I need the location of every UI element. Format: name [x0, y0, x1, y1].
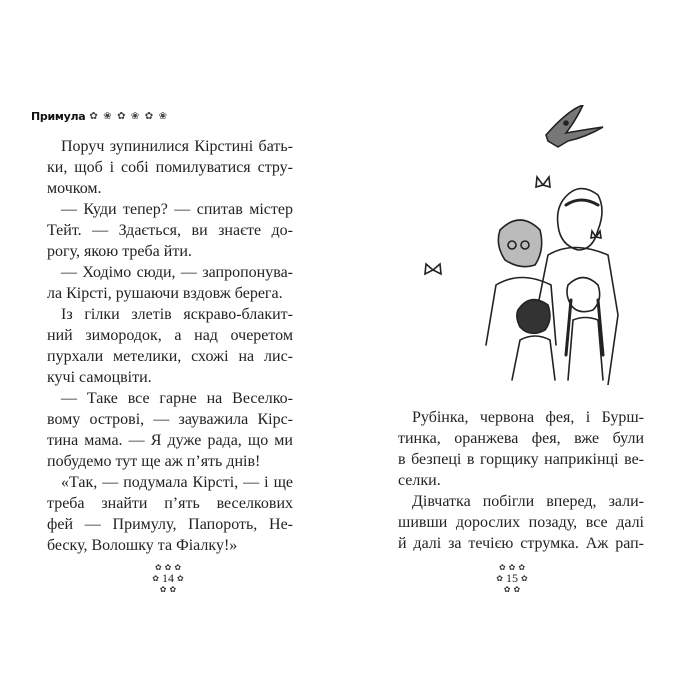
page-number: [490, 563, 534, 594]
text-line: й далі за течією струмка. Аж рап-: [398, 535, 644, 552]
flower-icon: ✿: [159, 585, 167, 594]
flower-icon: ✿: [177, 574, 184, 583]
text-line: Поруч зупинилися Кірстині бать-: [61, 138, 293, 155]
flower-icon: ✿: [174, 563, 182, 572]
text-line: шивши дорослих позаду, все далі: [398, 514, 644, 531]
text-line: Рубінка, червона фея, і Бурш-: [412, 409, 644, 426]
butterfly-icon: [425, 264, 441, 274]
flower-ornament-icon: ✿ ❀ ✿ ❀ ✿ ❀: [89, 111, 169, 122]
flower-row: [490, 572, 534, 585]
body-text: [47, 136, 293, 556]
butterfly-icon: [536, 177, 550, 187]
body-text: [398, 407, 644, 554]
text-line: селки.: [398, 472, 441, 489]
flower-icon: ✿: [518, 563, 526, 572]
page-number-text: 14: [162, 571, 174, 585]
flower-icon: ✿: [513, 585, 521, 594]
text-line: мочком.: [47, 180, 102, 197]
girl-figure: [566, 278, 603, 381]
flower-icon: ✿: [521, 574, 528, 583]
text-line: Дівчатка побігли вперед, зали-: [412, 493, 644, 510]
text-line: рогу, якою треба йти.: [47, 243, 192, 260]
text-line: — Ходімо сюди, — запропонува-: [61, 264, 293, 281]
text-line: фей — Примулу, Папороть, Не-: [47, 516, 293, 533]
text-line: ки, щоб і собі помилуватися стру-: [47, 159, 293, 176]
text-line: треба знайти п’ять веселкових: [47, 495, 293, 512]
text-line: Тейт. — Здається, ви знаєте до-: [47, 222, 293, 239]
text-line: ний зимородок, а над очеретом: [47, 327, 293, 344]
bird-icon: [546, 105, 603, 147]
flower-icon: ✿: [508, 563, 516, 572]
flower-icon: ✿: [152, 574, 159, 583]
flower-icon: ✿: [169, 585, 177, 594]
flower-icon: ✿: [164, 563, 172, 572]
text-line: — Куди тепер? — спитав містер: [61, 201, 293, 218]
girl-figure: [512, 300, 555, 380]
text-line: побудемо тут ще аж п’ять днів!: [47, 453, 261, 470]
page-number-text: 15: [506, 571, 518, 585]
text-line: беску, Волошку та Фіалку!»: [47, 537, 238, 554]
text-line: ла Кірсті, рушаючи вздовж берега.: [47, 285, 283, 302]
flower-icon: ✿: [154, 563, 162, 572]
text-line: тина мама. — Я дуже рада, що ми: [47, 432, 293, 449]
text-line: тинка, оранжева фея, вже були: [398, 430, 644, 447]
text-line: кучі самоцвіти.: [47, 369, 152, 386]
flower-row: [146, 572, 190, 585]
text-line: — Таке все гарне на Веселко-: [61, 390, 293, 407]
flower-icon: ✿: [503, 585, 511, 594]
text-line: вому острові, — зауважила Кірс-: [47, 411, 293, 428]
flower-row: [490, 585, 534, 594]
family-illustration: [408, 105, 648, 385]
flower-icon: ✿: [496, 574, 503, 583]
flower-row: [146, 585, 190, 594]
right-page: [350, 0, 700, 700]
flower-icon: ✿: [498, 563, 506, 572]
page-number: [146, 563, 190, 594]
text-line: «Так, — подумала Кірсті, — і ще: [61, 474, 293, 491]
text-line: в безпеці в горщику наприкінці ве-: [398, 451, 644, 468]
text-line: пурхали метелики, схожі на лис-: [47, 348, 293, 365]
running-head-title: Примула: [31, 110, 86, 123]
running-head: [31, 110, 168, 123]
text-line: Із гілки злетів яскраво-блакит-: [61, 306, 293, 323]
father-figure: [536, 189, 618, 385]
